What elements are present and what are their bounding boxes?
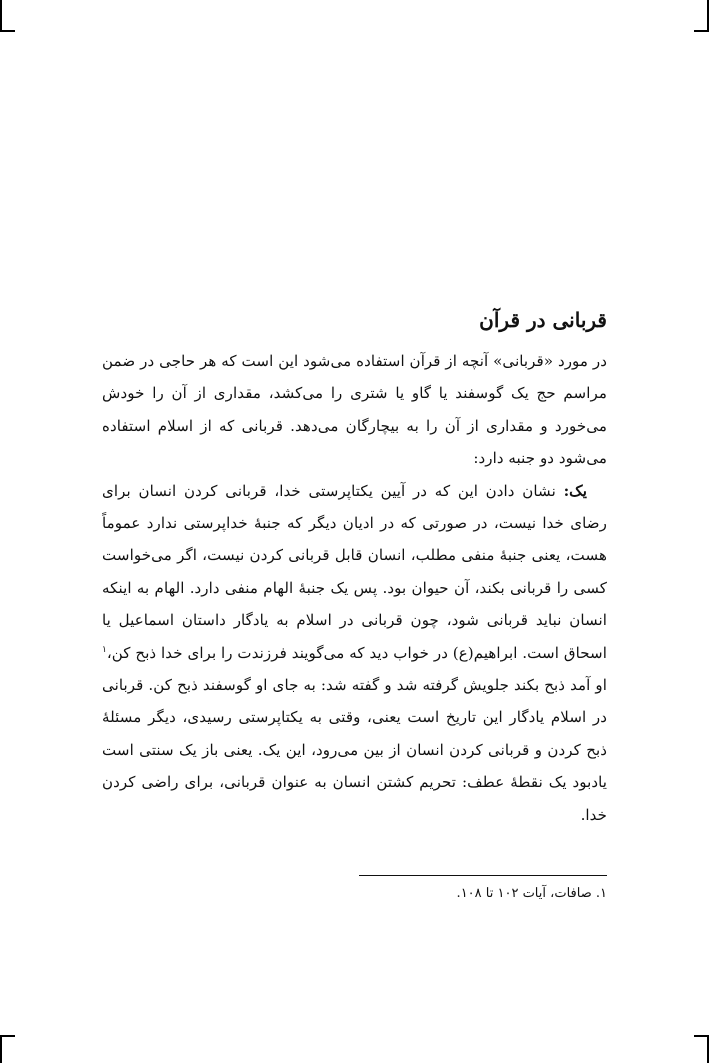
footnote: ۱. صافات، آیات ۱۰۲ تا ۱۰۸. [456, 886, 607, 901]
paragraph-lead: یک: [563, 481, 587, 500]
footnote-reference: ۱ [102, 644, 107, 655]
paragraph-intro: در مورد «قربانی» آنچه از قرآن استفاده می‌شود این است که هر حاجی در ضمن مراسم حج یک گوسفند یا گاو یا شتری را می‌کشد، مقداری از آن را خودش می‌خورد و مقداری از آن را به بیچارگان می‌دهد. قربانی که از اسلام استفاده می‌شود دو جنبه دارد: [102, 352, 607, 468]
body-text [102, 345, 607, 831]
paragraph-one [102, 475, 607, 831]
footnote-divider [359, 875, 607, 876]
paragraph-text-after-note: او آمد ذبح بکند جلویش گرفته شد و گفته شد: به جای او گوسفند ذبح کن. قربانی در اسلام یادگار این تاریخ است یعنی، وقتی به یکتاپرستی رسیدی، دیگر مسئلهٔ ذبح کردن و قربانی کردن انسان از بین می‌رود، این یک. یعنی باز یک سنتی است یادبود یک نقطهٔ عطف: تحریم کشتن انسان به عنوان قربانی، برای راضی کردن خدا. [102, 676, 607, 824]
section-title: قربانی در قرآن [479, 308, 607, 332]
paragraph-text-before-note: نشان دادن این که در آیین یکتاپرستی خدا، قربانی کردن انسان برای رضای خدا نیست، در صورتی که در ادیان دیگر که جنبهٔ خداپرستی ندارد عموماً هست، یعنی جنبهٔ منفی مطلب، انسان قابل قربانی کردن نیست، اگر می‌خواست کسی را قربانی بکند، آن حیوان بود. پس یک جنبهٔ الهام منفی دارد. الهام به اینکه انسان نباید قربانی شود، چون قربانی در اسلام به یادگار داستان اسماعیل یا اسحاق است. ابراهیم(ع) در خواب دید که می‌گویند فرزندت را برای خدا ذبح کن، [102, 481, 607, 662]
